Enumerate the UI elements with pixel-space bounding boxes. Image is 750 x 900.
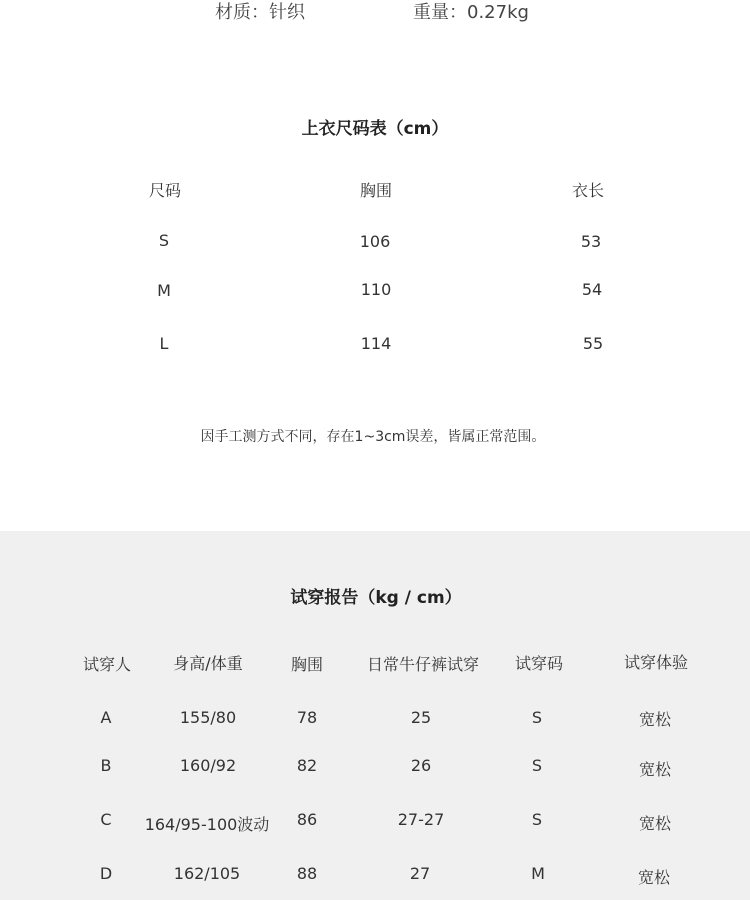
chest-cell: 86 [296, 810, 318, 829]
measurement-note: 因手工测方式不同，存在1~3cm误差，皆属正常范围。 [200, 429, 546, 445]
height-weight-cell: 164/95-100波动 [144, 815, 270, 834]
length-cell: 53 [580, 232, 602, 251]
experience-cell: 宽松 [637, 868, 671, 887]
fit-header-size: 试穿码 [514, 654, 564, 673]
chest-cell: 106 [359, 232, 391, 251]
tester-cell: B [100, 756, 112, 775]
size-header-chest: 胸围 [359, 181, 393, 200]
fit-report-title: 试穿报告（kg / cm） [290, 588, 462, 608]
chest-cell: 110 [360, 280, 392, 299]
fit-header-experience: 试穿体验 [623, 653, 689, 672]
fit-size-cell: M [531, 864, 545, 883]
jeans-cell: 27-27 [397, 810, 445, 829]
size-header-size: 尺码 [148, 181, 182, 200]
jeans-cell: 26 [410, 756, 432, 775]
length-cell: 54 [581, 280, 603, 299]
jeans-cell: 27 [409, 864, 431, 883]
chest-cell: 78 [296, 708, 318, 727]
experience-cell: 宽松 [638, 760, 672, 779]
tester-cell: D [99, 864, 113, 883]
experience-cell: 宽松 [638, 710, 672, 729]
tester-cell: A [100, 708, 112, 727]
height-weight-cell: 155/80 [179, 708, 237, 727]
fit-header-tester: 试穿人 [82, 655, 132, 674]
fit-size-cell: S [531, 810, 543, 829]
chest-cell: 114 [360, 334, 392, 353]
fit-header-chest: 胸围 [290, 655, 324, 674]
fit-header-jeans: 日常牛仔裤试穿 [366, 655, 480, 674]
length-cell: 55 [582, 334, 604, 353]
size-header-length: 衣长 [571, 181, 605, 200]
height-weight-cell: 160/92 [179, 756, 237, 775]
jeans-cell: 25 [410, 708, 432, 727]
experience-cell: 宽松 [638, 814, 672, 833]
tester-cell: C [100, 810, 112, 829]
size-chart-title: 上衣尺码表（cm） [301, 119, 449, 139]
fit-header-height-weight: 身高/体重 [173, 654, 243, 673]
fit-size-cell: S [531, 708, 543, 727]
chest-cell: 82 [296, 756, 318, 775]
fit-size-cell: S [531, 756, 543, 775]
size-cell: S [158, 231, 170, 250]
size-cell: L [159, 334, 169, 353]
size-cell: M [157, 281, 171, 300]
chest-cell: 88 [296, 864, 318, 883]
height-weight-cell: 162/105 [173, 864, 241, 883]
weight-label: 重量：0.27kg [413, 2, 529, 23]
material-label: 材质：针织 [215, 2, 305, 23]
